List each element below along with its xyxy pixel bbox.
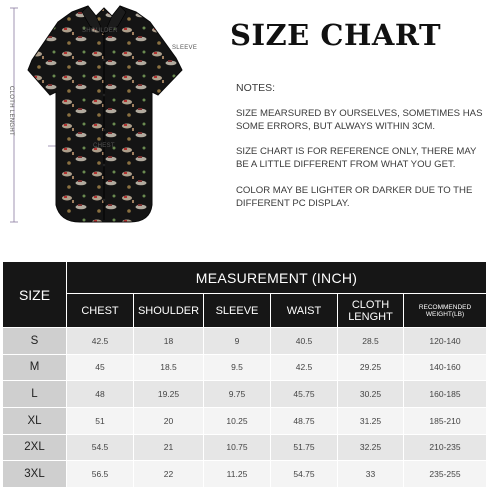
column-header-waist: WAIST <box>271 294 338 328</box>
shoulder-label: SHOULDER <box>82 28 118 34</box>
waist-cell: 54.75 <box>271 461 338 488</box>
waist-cell: 40.5 <box>271 328 338 355</box>
size-cell: S <box>3 328 67 355</box>
chest-cell: 51 <box>67 407 134 434</box>
note-item: COLOR MAY BE LIGHTER OR DARKER DUE TO THE DIFFERENT PC DISPLAY. <box>236 184 473 209</box>
waist-cell: 45.75 <box>271 381 338 408</box>
table-row <box>3 354 487 381</box>
note-item: SIZE CHART IS FOR REFERENCE ONLY, THERE MAY BE A LITTLE DIFFERENT FROM WHAT YOU GET. <box>236 146 477 171</box>
sleeve-cell: 11.25 <box>204 461 271 488</box>
cloth-length-label: CLOTH LENGHT <box>8 86 14 136</box>
size-cell: 3XL <box>3 461 67 488</box>
column-header-sleeve: SLEEVE <box>204 294 271 328</box>
shoulder-cell: 18 <box>134 328 204 355</box>
column-header-recommended-weight: RECOMMENDED WEIGHT(LB) <box>404 294 487 328</box>
chest-cell: 56.5 <box>67 461 134 488</box>
size-cell: XL <box>3 407 67 434</box>
shirt-illustration <box>0 0 205 235</box>
sleeve-label: SLEEVE <box>172 45 198 51</box>
cloth-length-cell: 30.25 <box>338 381 404 408</box>
table-row <box>3 328 487 355</box>
weight-cell: 120-140 <box>404 328 487 355</box>
cloth-length-cell: 28.5 <box>338 328 404 355</box>
shoulder-cell: 20 <box>134 407 204 434</box>
sleeve-cell: 9 <box>204 328 271 355</box>
chest-cell: 48 <box>67 381 134 408</box>
waist-cell: 42.5 <box>271 354 338 381</box>
weight-cell: 160-185 <box>404 381 487 408</box>
measurement-group-header: MEASUREMENT (INCH) <box>67 262 487 294</box>
sleeve-cell: 10.75 <box>204 434 271 461</box>
size-header: SIZE <box>3 262 67 328</box>
table-row <box>3 434 487 461</box>
size-cell: 2XL <box>3 434 67 461</box>
table-row <box>3 407 487 434</box>
cloth-length-cell: 29.25 <box>338 354 404 381</box>
waist-cell: 51.75 <box>271 434 338 461</box>
shoulder-cell: 19.25 <box>134 381 204 408</box>
weight-cell: 235-255 <box>404 461 487 488</box>
size-cell: L <box>3 381 67 408</box>
table-row <box>3 381 487 408</box>
weight-cell: 140-160 <box>404 354 487 381</box>
size-chart-table <box>2 261 487 488</box>
shoulder-cell: 18.5 <box>134 354 204 381</box>
notes-heading: NOTES: <box>236 82 276 94</box>
notes-section <box>236 82 486 224</box>
size-cell: M <box>3 354 67 381</box>
chest-cell: 45 <box>67 354 134 381</box>
sleeve-cell: 9.75 <box>204 381 271 408</box>
column-header-chest: CHEST <box>67 294 134 328</box>
cloth-length-cell: 33 <box>338 461 404 488</box>
note-item: SIZE MEARSURED BY OURSELVES, SOMETIMES HAS SOME ERRORS, BUT ALWAYS WITHIN 3CM. <box>236 107 483 132</box>
table-row <box>3 461 487 488</box>
column-header-cloth-length: CLOTH LENGHT <box>338 294 404 328</box>
cloth-length-cell: 31.25 <box>338 407 404 434</box>
weight-cell: 185-210 <box>404 407 487 434</box>
shoulder-cell: 22 <box>134 461 204 488</box>
weight-cell: 210-235 <box>404 434 487 461</box>
chest-cell: 42.5 <box>67 328 134 355</box>
page-title: SIZE CHART <box>230 18 442 52</box>
waist-cell: 48.75 <box>271 407 338 434</box>
chest-label: CHEST <box>93 143 115 149</box>
shirt-image <box>0 0 205 235</box>
chest-cell: 54.5 <box>67 434 134 461</box>
column-header-shoulder: SHOULDER <box>134 294 204 328</box>
sleeve-cell: 9.5 <box>204 354 271 381</box>
sleeve-cell: 10.25 <box>204 407 271 434</box>
cloth-length-cell: 32.25 <box>338 434 404 461</box>
shoulder-cell: 21 <box>134 434 204 461</box>
